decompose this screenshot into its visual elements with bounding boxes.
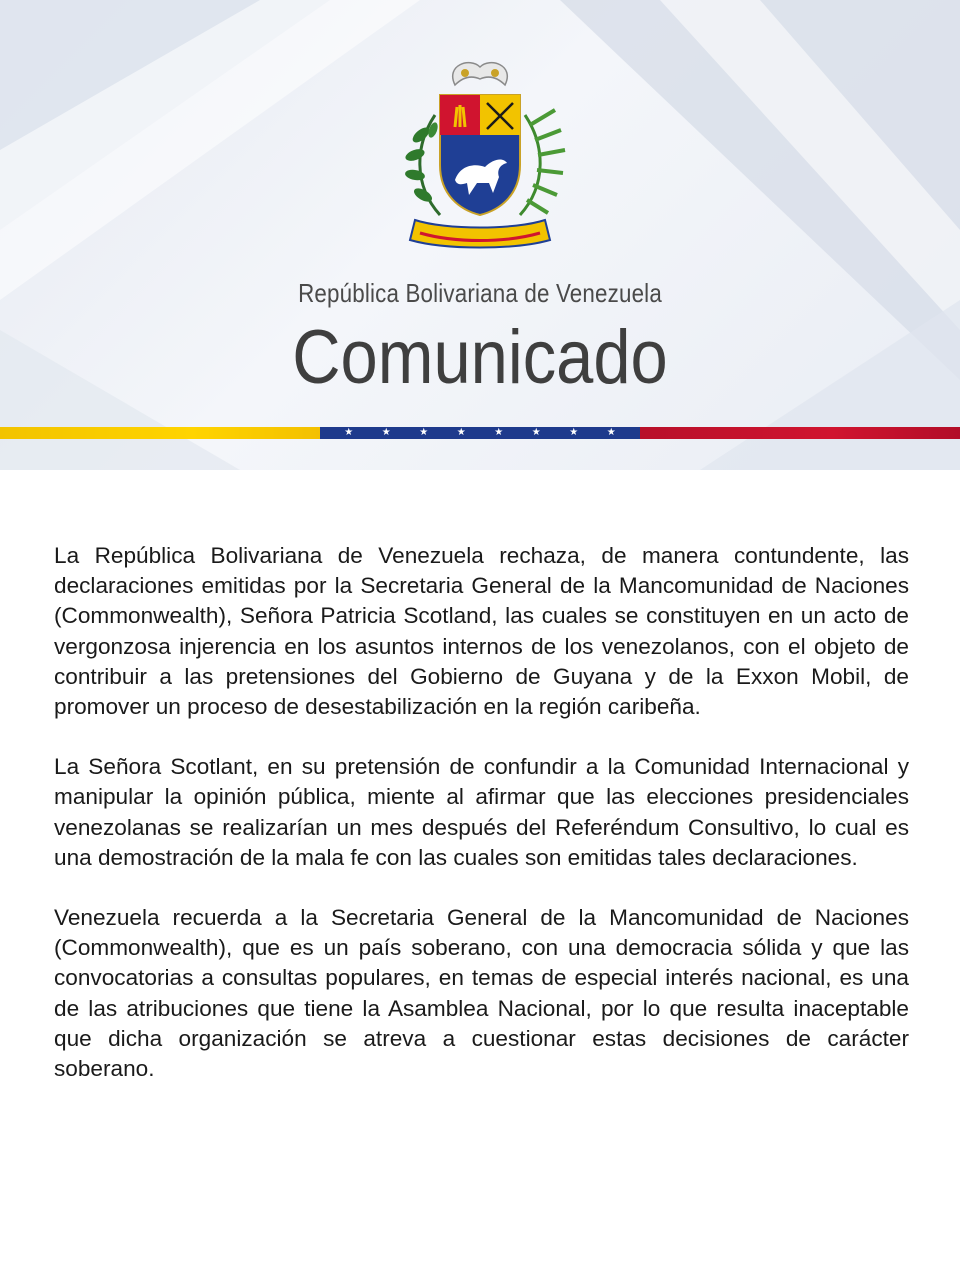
- flag-red-stripe: [640, 427, 960, 439]
- page-title: Comunicado: [292, 315, 668, 400]
- flag-color-bar: [0, 427, 960, 439]
- star-icon: ★: [456, 427, 466, 438]
- star-icon: ★: [606, 427, 616, 438]
- communique-body: [54, 541, 909, 1114]
- star-icon: ★: [494, 427, 504, 438]
- star-icon: ★: [419, 427, 429, 438]
- venezuela-coat-of-arms-icon: [385, 55, 575, 265]
- country-name: República Bolivariana de Venezuela: [298, 278, 662, 308]
- paragraph-3: Venezuela recuerda a la Secretaria General de la Mancomunidad de Naciones (Commonwealth), que es un país soberano, con una democracia sólida y que las convocatorias a consultas populares, en temas de especial interés nacional, es una de las atribuciones que tiene la Asamblea Nacional, por lo que resulta inaceptable que dicha organización se atreva a cuestionar estas decisiones de carácter soberano.: [54, 905, 909, 1082]
- star-icon: ★: [344, 427, 354, 438]
- paragraph-1: La República Bolivariana de Venezuela rechaza, de manera contundente, las declaraciones emitidas por la Secretaria General de la Mancomunidad de Naciones (Commonwealth), Señora Patricia Scotland, las cuales se constituyen en un acto de vergonzosa injerencia en los asuntos internos de los venezolanos, con el objeto de contribuir a las pretensiones del Gobierno de Guyana y de la Exxon Mobil, de promover un proceso de desestabilización en la región caribeña.: [54, 543, 909, 720]
- paragraph-2: La Señora Scotlant, en su pretensión de confundir a la Comunidad Internacional y manipular la opinión pública, miente al afirmar que las elecciones presidenciales venezolanas se realizarían un mes después del Referéndum Consultivo, lo cual es una demostración de la mala fe con las cuales son emitidas tales declaraciones.: [54, 754, 909, 870]
- flag-yellow-stripe: [0, 427, 320, 439]
- flag-stars: [330, 427, 630, 439]
- star-icon: ★: [569, 427, 579, 438]
- star-icon: ★: [381, 427, 391, 438]
- header-banner: [0, 0, 960, 470]
- star-icon: ★: [531, 427, 541, 438]
